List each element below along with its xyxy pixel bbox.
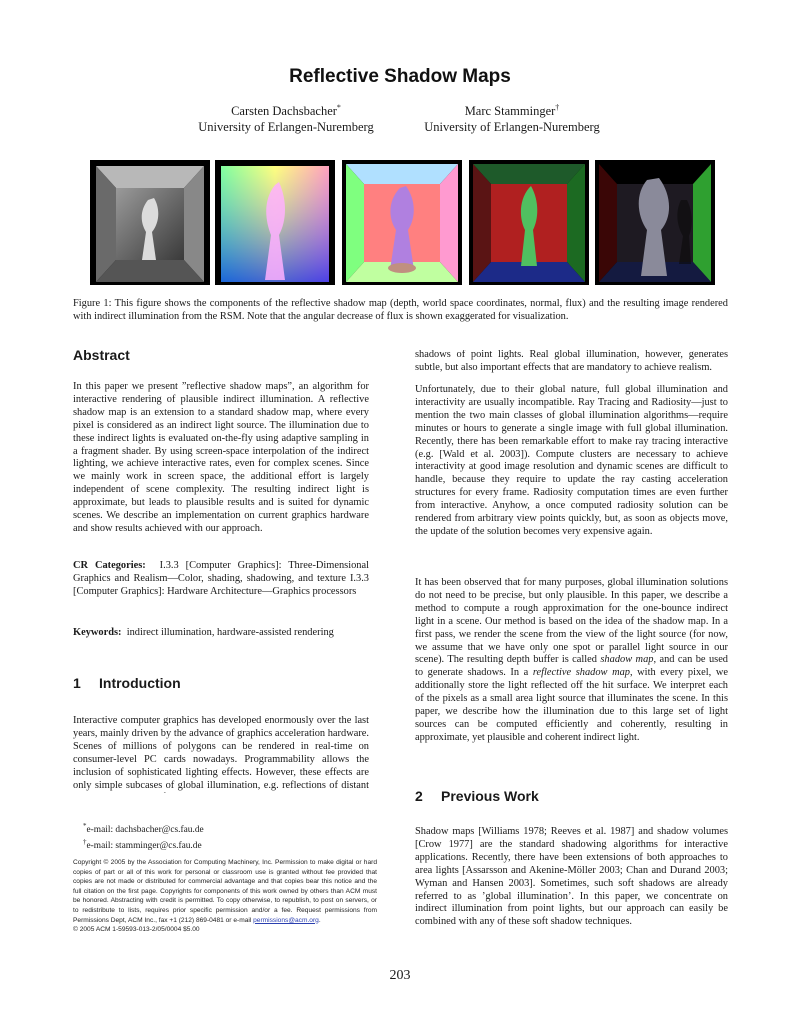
figure-panel-result <box>595 160 715 285</box>
copyright-text: Copyright © 2005 by the Association for Computing Machinery, Inc. Permission to make digital or hard copies of part or all of this work for personal or classroom use is granted without fee provided that copies are not made or distributed for commercial advantage and that copies bear this notice and the full citation on the first page. Copyrights for components of this work owned by others than ACM must be honored. Abstracting with credit is permitted. To copy otherwise, to republish, to post on servers, or to redistribute to lists, requires prior specific permission and/or a fee. Request permissions from Permissions Dept, ACM Inc., fax +1 (212) 869-0481 or e-mail <box>73 859 377 924</box>
introduction-paragraph-3-part-a: It has been observed that for many purposes, global illumination solutions do not need to be precise, but only plausible. In this paper, we describe a method to compute a rough approximation for the one-bounce indirect light in a scene. Our method is based on the idea of the shadow map. In a first pass, we render the scene from the view of the light source (for now, we assume that we have only one spot or parallel light source in our scene). The resulting depth buffer is called <box>415 577 728 666</box>
author-1-mark: * <box>336 103 341 112</box>
introduction-heading <box>73 675 181 691</box>
previous-work-paragraph-1-text: Shadow maps [Williams 1978; Reeves et al. 1987] and shadow volumes [Crow 1977] are the standard shadowing algorithms for interactive applications. Recently, there have been extensions of both approaches to area lights [Assarsson and Akenine-Möller 2003; Chan and Durand 2003; Wyman and Hansen 2003]. Sometimes, such soft shadows are already referred to as ’global illumination’. In this paper, we concentrate on indirect illumination from point lights, but our approach can easily be combined with any of these soft shadow techniques. <box>415 826 728 928</box>
previous-work-number: 2 <box>415 788 423 804</box>
introduction-paragraph-2 <box>415 384 728 539</box>
introduction-paragraph-1-continued-text: shadows of point lights. Real global illumination, however, generates subtle, but also important effects that are mandatory to achieve realism. <box>415 350 728 374</box>
keywords <box>73 627 369 640</box>
cr-categories-label: CR Categories: <box>73 560 146 571</box>
author-2-name: Marc Stamminger <box>464 104 556 119</box>
figure-1 <box>90 160 715 285</box>
footnote-1-mark: * <box>83 822 87 830</box>
copyright-isbn: © 2005 ACM 1-59593-013-2/05/0004 $5.00 <box>73 926 200 934</box>
term-reflective-shadow-map: reflective shadow map <box>532 667 630 679</box>
cr-categories-text: I.3.3 [Computer Graphics]: Three-Dimensional Graphics and Realism—Color, shading, shadowing, and texture I.3.3 [Computer Graphics]: Hardware Architecture—Graphics processors <box>73 560 369 597</box>
figure-panel-normal <box>342 160 462 285</box>
abstract-heading: Abstract <box>73 347 130 363</box>
author-2-mark: † <box>555 103 560 112</box>
cr-categories <box>73 560 369 599</box>
abstract-text: In this paper we present ”reflective shadow maps”, an algorithm for interactive rendering of plausible indirect illumination. A reflective shadow map is an extension to a standard shadow map, where every pixel is considered as an indirect light source. The illumination due to these indirect lights is evaluated on-the-fly using adaptive sampling in a fragment shader. By using screen-space interpolation of the indirect lighting, we achieve interactive rates, even for complex scenes. Since we mainly work in screen space, the additional effort is largely independent of scene complexity. The resulting indirect light is approximate, but leads to plausible results and is suited for dynamic scenes. We describe an implementation on current graphics hardware and show results achieved with our approach. <box>73 381 369 534</box>
introduction-paragraph-1-text: Interactive computer graphics has developed enormously over the last years, mainly driven by the advance of graphics acceleration hardware. Scenes of millions of polygons can be rendered in real-time on consumer-level PC cards nowadays. Programmability allows the inclusion of sophisticated lighting effects. However, these effects are only simple subcases of global illumination, e.g. reflections of distant <box>73 715 369 791</box>
footnote-2-text: e-mail: stamminger@cs.fau.de <box>86 841 202 852</box>
introduction-paragraph-3-part-c: , with every pixel, we additionally store the light reflected off the hit surface. We interpret each of the pixels as a small area light source that illuminates the scene. In this paper, we describe how the illumination due to this large set of light sources can be computed efficiently and coherently, resulting in approximate, yet plausible and coherent indirect light. <box>415 667 728 743</box>
keywords-text: indirect illumination, hardware-assisted rendering <box>126 627 334 638</box>
introduction-paragraph-3-part-b: , and can be used to generate shadows. In a <box>415 654 729 679</box>
previous-work-title: Previous Work <box>441 788 539 804</box>
footnote-1-text: e-mail: dachsbacher@cs.fau.de <box>86 825 204 836</box>
author-1 <box>156 100 416 135</box>
keywords-label: Keywords: <box>73 627 122 638</box>
figure-1-caption: Figure 1: This figure shows the components of the reflective shadow map (depth, world space coordinates, normal, flux) and the resulting image rendered with indirect illumination from the RSM. Note that the angular decrease of flux is shown exaggerated for visualization. <box>73 298 728 322</box>
author-1-name: Carsten Dachsbacher <box>231 104 337 119</box>
introduction-title: Introduction <box>99 675 181 691</box>
previous-work-paragraph-1 <box>415 826 728 929</box>
figure-panel-depth <box>90 160 210 285</box>
introduction-paragraph-1 <box>73 715 369 793</box>
copyright-notice: Copyright © 2005 by the Association for Computing Machinery, Inc. Permission to make digital or hard copies of part or all of this work for personal or classroom use is granted without fee provided that copies are not made or distributed for commercial advantage and that copies bear this notice and the full citation on the first page. Copyrights for components of this work owned by others than ACM must be honored. Abstracting with credit is permitted. To copy otherwise, to republish, to post on servers, or to redistribute to lists, requires prior specific permission and/or a fee. Request permissions from Permissions Dept, ACM Inc., fax +1 (212) 869-0481 or e-mail permissions@acm.org. © 2005 ACM 1-59593-013-2/05/0004 $5.00 <box>73 859 377 934</box>
permissions-email-link[interactable]: permissions@acm.org <box>253 916 319 924</box>
introduction-paragraph-2-text: Unfortunately, due to their global nature, full global illumination and interactivity are usually incompatible. Ray Tracing and Radiosity—just to mention the two main classes of global illumination algorithms—require minutes or hours to generate a single image with full global illumination. Recently, there has been remarkable effort to make ray tracing interactive (e.g. [Wald et al. 2003]). Compute clusters are necessary to achieve interactivity at good image resolution and dynamic scenes are difficult to handle, because they require to update the ray casting acceleration structures for every frame. Radiosity computation times are even further from interactive. Anyhow, a once computed radiosity solution can be rendered from arbitrary view points quickly, but, as soon as objects move, the update of the solution becomes very expensive again. <box>415 384 728 537</box>
figure-panel-world-coordinates <box>215 160 335 285</box>
author-2 <box>382 100 642 135</box>
term-shadow-map: shadow map <box>600 654 654 666</box>
paper-title: Reflective Shadow Maps <box>289 66 511 87</box>
footnotes <box>83 820 369 852</box>
footnote-2-mark: † <box>83 838 87 847</box>
introduction-paragraph-3 <box>415 577 728 745</box>
introduction-number: 1 <box>73 675 81 691</box>
introduction-paragraph-1-continued <box>415 350 728 376</box>
page-number: 203 <box>389 968 411 983</box>
abstract-body <box>73 381 369 536</box>
previous-work-heading <box>415 788 539 804</box>
author-2-affiliation: University of Erlangen-Nuremberg <box>424 120 600 135</box>
figure-panel-flux <box>469 160 589 285</box>
author-1-affiliation: University of Erlangen-Nuremberg <box>198 120 374 135</box>
